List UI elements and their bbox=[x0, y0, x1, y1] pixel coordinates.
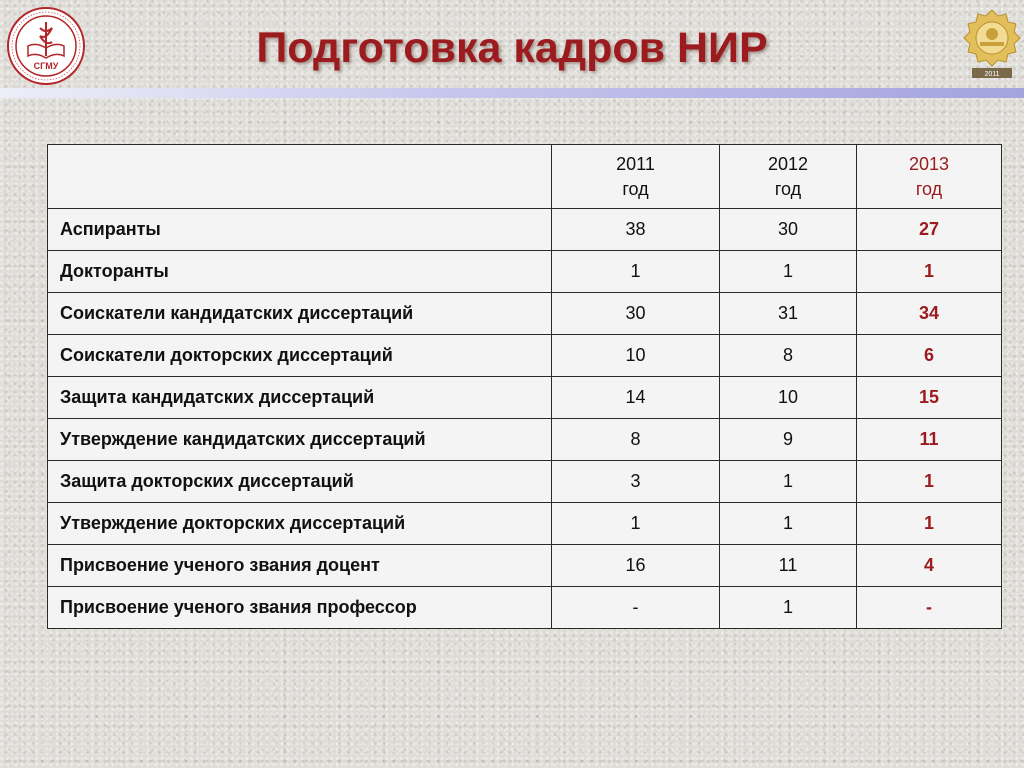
header-year: 2012 bbox=[767, 153, 809, 174]
table-row bbox=[48, 251, 1002, 293]
cell-2012: 1 bbox=[720, 587, 857, 629]
row-label: Присвоение ученого звания профессор bbox=[48, 587, 552, 629]
cell-2013: - bbox=[857, 587, 1002, 629]
row-label: Присвоение ученого звания доцент bbox=[48, 545, 552, 587]
cell-2012: 9 bbox=[720, 419, 857, 461]
cell-2011: 1 bbox=[552, 503, 720, 545]
header-2013 bbox=[857, 145, 1002, 209]
cell-2012: 1 bbox=[720, 461, 857, 503]
header-year: 2011 bbox=[616, 153, 655, 174]
table-header-row bbox=[48, 145, 1002, 209]
title-divider bbox=[0, 88, 1024, 98]
cell-2013: 11 bbox=[857, 419, 1002, 461]
table-row bbox=[48, 587, 1002, 629]
cell-2013: 1 bbox=[857, 251, 1002, 293]
cell-2011: 10 bbox=[552, 335, 720, 377]
cell-2013: 27 bbox=[857, 209, 1002, 251]
cell-2012: 30 bbox=[720, 209, 857, 251]
row-label: Утверждение докторских диссертаций bbox=[48, 503, 552, 545]
table-row bbox=[48, 503, 1002, 545]
cell-2012: 8 bbox=[720, 335, 857, 377]
cell-2013: 15 bbox=[857, 377, 1002, 419]
row-label: Соискатели кандидатских диссертаций bbox=[48, 293, 552, 335]
cell-2012: 31 bbox=[720, 293, 857, 335]
cell-2012: 1 bbox=[720, 503, 857, 545]
cell-2011: 8 bbox=[552, 419, 720, 461]
cell-2013: 1 bbox=[857, 461, 1002, 503]
page-title: Подготовка кадров НИР bbox=[256, 24, 768, 72]
row-label: Защита кандидатских диссертаций bbox=[48, 377, 552, 419]
row-label: Утверждение кандидатских диссертаций bbox=[48, 419, 552, 461]
badge-year: 2011 bbox=[984, 71, 1000, 78]
row-label: Докторанты bbox=[48, 251, 552, 293]
cell-2012: 10 bbox=[720, 377, 857, 419]
row-label: Соискатели докторских диссертаций bbox=[48, 335, 552, 377]
header-2012 bbox=[720, 145, 857, 209]
cell-2012: 11 bbox=[720, 545, 857, 587]
header-year-label: год bbox=[915, 178, 943, 199]
header-2011 bbox=[552, 145, 720, 209]
row-label: Аспиранты bbox=[48, 209, 552, 251]
cell-2013: 4 bbox=[857, 545, 1002, 587]
cell-2011: 1 bbox=[552, 251, 720, 293]
cell-2011: 30 bbox=[552, 293, 720, 335]
table-row bbox=[48, 377, 1002, 419]
seal-text: СГМУ bbox=[33, 61, 59, 71]
row-label: Защита докторских диссертаций bbox=[48, 461, 552, 503]
personnel-table bbox=[47, 144, 1002, 629]
table-row bbox=[48, 335, 1002, 377]
cell-2013: 34 bbox=[857, 293, 1002, 335]
header-empty-cell bbox=[48, 145, 552, 209]
cell-2011: 3 bbox=[552, 461, 720, 503]
cell-2012: 1 bbox=[720, 251, 857, 293]
cell-2011: - bbox=[552, 587, 720, 629]
cell-2013: 6 bbox=[857, 335, 1002, 377]
table-row bbox=[48, 461, 1002, 503]
table-row bbox=[48, 419, 1002, 461]
table-row bbox=[48, 209, 1002, 251]
header-year-label: год bbox=[622, 178, 649, 199]
cell-2011: 38 bbox=[552, 209, 720, 251]
header-year: 2013 bbox=[908, 153, 950, 174]
cell-2013: 1 bbox=[857, 503, 1002, 545]
cell-2011: 16 bbox=[552, 545, 720, 587]
table-row bbox=[48, 293, 1002, 335]
cell-2011: 14 bbox=[552, 377, 720, 419]
header-year-label: год bbox=[774, 178, 802, 199]
table-row bbox=[48, 545, 1002, 587]
